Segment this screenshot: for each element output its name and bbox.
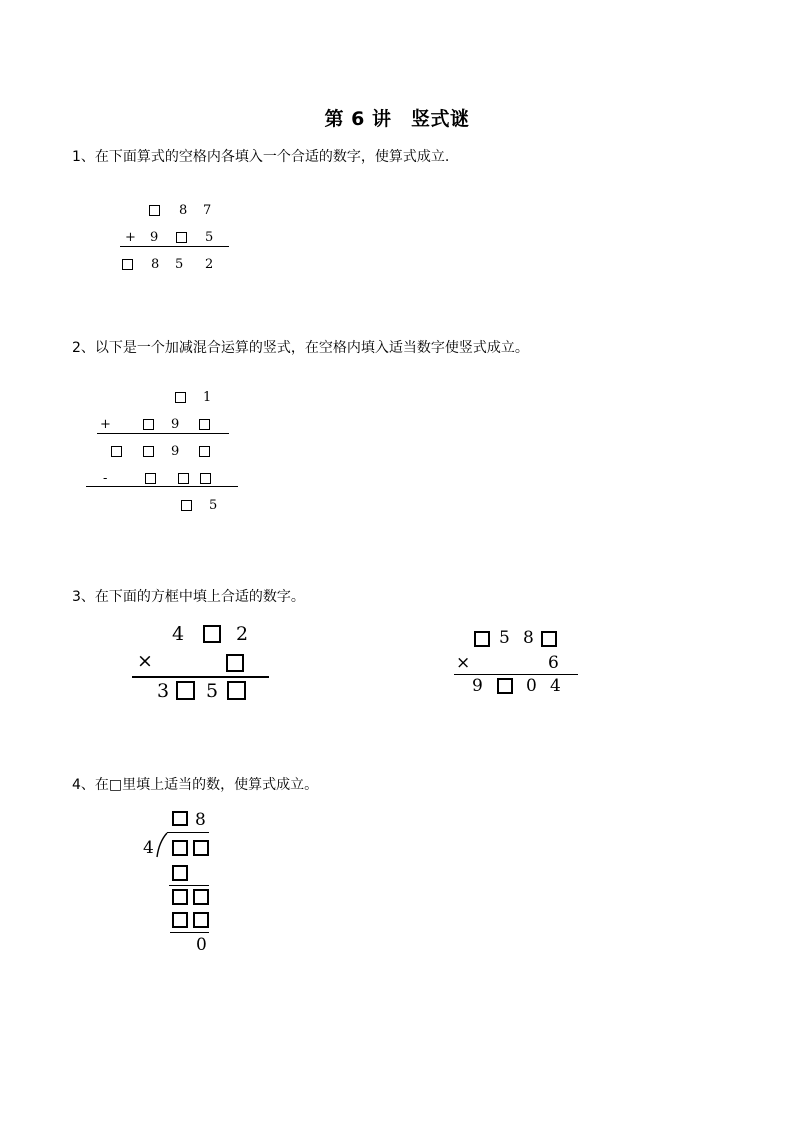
q2-digit: 1 <box>203 390 212 405</box>
minus-sign: - <box>103 471 108 486</box>
q2-blank-box[interactable] <box>178 473 189 484</box>
q4-blank-box[interactable] <box>193 889 209 905</box>
q1-digit: 8 <box>151 257 160 272</box>
q3-digit: 4 <box>172 623 185 645</box>
q3-digit: 3 <box>157 680 170 702</box>
q3-blank-box[interactable] <box>226 654 244 672</box>
q3-blank-box[interactable] <box>474 631 490 647</box>
q2-blank-box[interactable] <box>111 446 122 457</box>
q3-digit: 4 <box>550 676 561 696</box>
q3-digit: 9 <box>472 676 483 696</box>
division-bar <box>167 832 209 833</box>
q1-digit: 5 <box>205 230 214 245</box>
q3-blank-box[interactable] <box>176 681 195 700</box>
q2-blank-box[interactable] <box>200 473 211 484</box>
q2-digit: 5 <box>209 498 218 513</box>
remainder: 0 <box>196 935 207 955</box>
plus-sign: + <box>100 417 111 432</box>
q2-blank-box[interactable] <box>181 500 192 511</box>
q3-digit: 2 <box>236 623 249 645</box>
q2-blank-box[interactable] <box>175 392 186 403</box>
q3-blank-box[interactable] <box>497 678 513 694</box>
q1-digit: 2 <box>205 257 214 272</box>
times-sign: × <box>456 653 471 673</box>
q1-blank-box[interactable] <box>149 205 160 216</box>
q2-blank-box[interactable] <box>143 419 154 430</box>
difference-line <box>86 486 238 487</box>
q1-blank-box[interactable] <box>176 232 187 243</box>
q2-digit: 9 <box>171 444 180 459</box>
q4-blank-box[interactable] <box>172 811 188 826</box>
q1-digit: 8 <box>179 203 188 218</box>
question-1-prompt: 1、在下面算式的空格内各填入一个合适的数字，使算式成立. <box>72 149 450 165</box>
q2-blank-box[interactable] <box>145 473 156 484</box>
q4-blank-box[interactable] <box>172 840 188 856</box>
q4-blank-box[interactable] <box>172 865 188 881</box>
question-4-prompt: 4、在□里填上适当的数，使算式成立。 <box>72 777 319 793</box>
product-line <box>132 676 269 678</box>
plus-sign: + <box>125 230 136 245</box>
q1-blank-box[interactable] <box>122 259 133 270</box>
division-bracket <box>155 832 169 858</box>
q2-blank-box[interactable] <box>143 446 154 457</box>
q3-digit: 8 <box>523 628 534 648</box>
q2-blank-box[interactable] <box>199 446 210 457</box>
q2-digit: 9 <box>171 417 180 432</box>
q4-blank-box[interactable] <box>172 889 188 905</box>
q3-digit: 5 <box>206 680 219 702</box>
subtraction-line <box>169 885 209 886</box>
question-2-prompt: 2、以下是一个加减混合运算的竖式，在空格内填入适当数字使竖式成立。 <box>72 340 529 356</box>
q3-blank-box[interactable] <box>541 631 557 647</box>
q3-digit: 5 <box>499 628 510 648</box>
page-title: 第 6 讲 竖式谜 <box>324 108 470 130</box>
sum-line <box>97 433 229 434</box>
sum-line <box>120 246 229 247</box>
q2-blank-box[interactable] <box>199 419 210 430</box>
q4-blank-box[interactable] <box>193 912 209 928</box>
q3-digit: 6 <box>548 653 559 673</box>
q3-blank-box[interactable] <box>203 625 221 643</box>
divisor: 4 <box>143 838 154 858</box>
q3-digit: 0 <box>526 676 537 696</box>
q4-quotient-digit: 8 <box>195 810 206 830</box>
product-line <box>454 674 578 675</box>
times-sign: × <box>137 650 153 672</box>
q4-blank-box[interactable] <box>172 912 188 928</box>
q1-digit: 9 <box>150 230 159 245</box>
q1-digit: 5 <box>175 257 184 272</box>
q1-digit: 7 <box>203 203 212 218</box>
q4-blank-box[interactable] <box>193 840 209 856</box>
q3-blank-box[interactable] <box>227 681 246 700</box>
question-3-prompt: 3、在下面的方框中填上合适的数字。 <box>72 589 305 605</box>
subtraction-line <box>170 932 209 933</box>
